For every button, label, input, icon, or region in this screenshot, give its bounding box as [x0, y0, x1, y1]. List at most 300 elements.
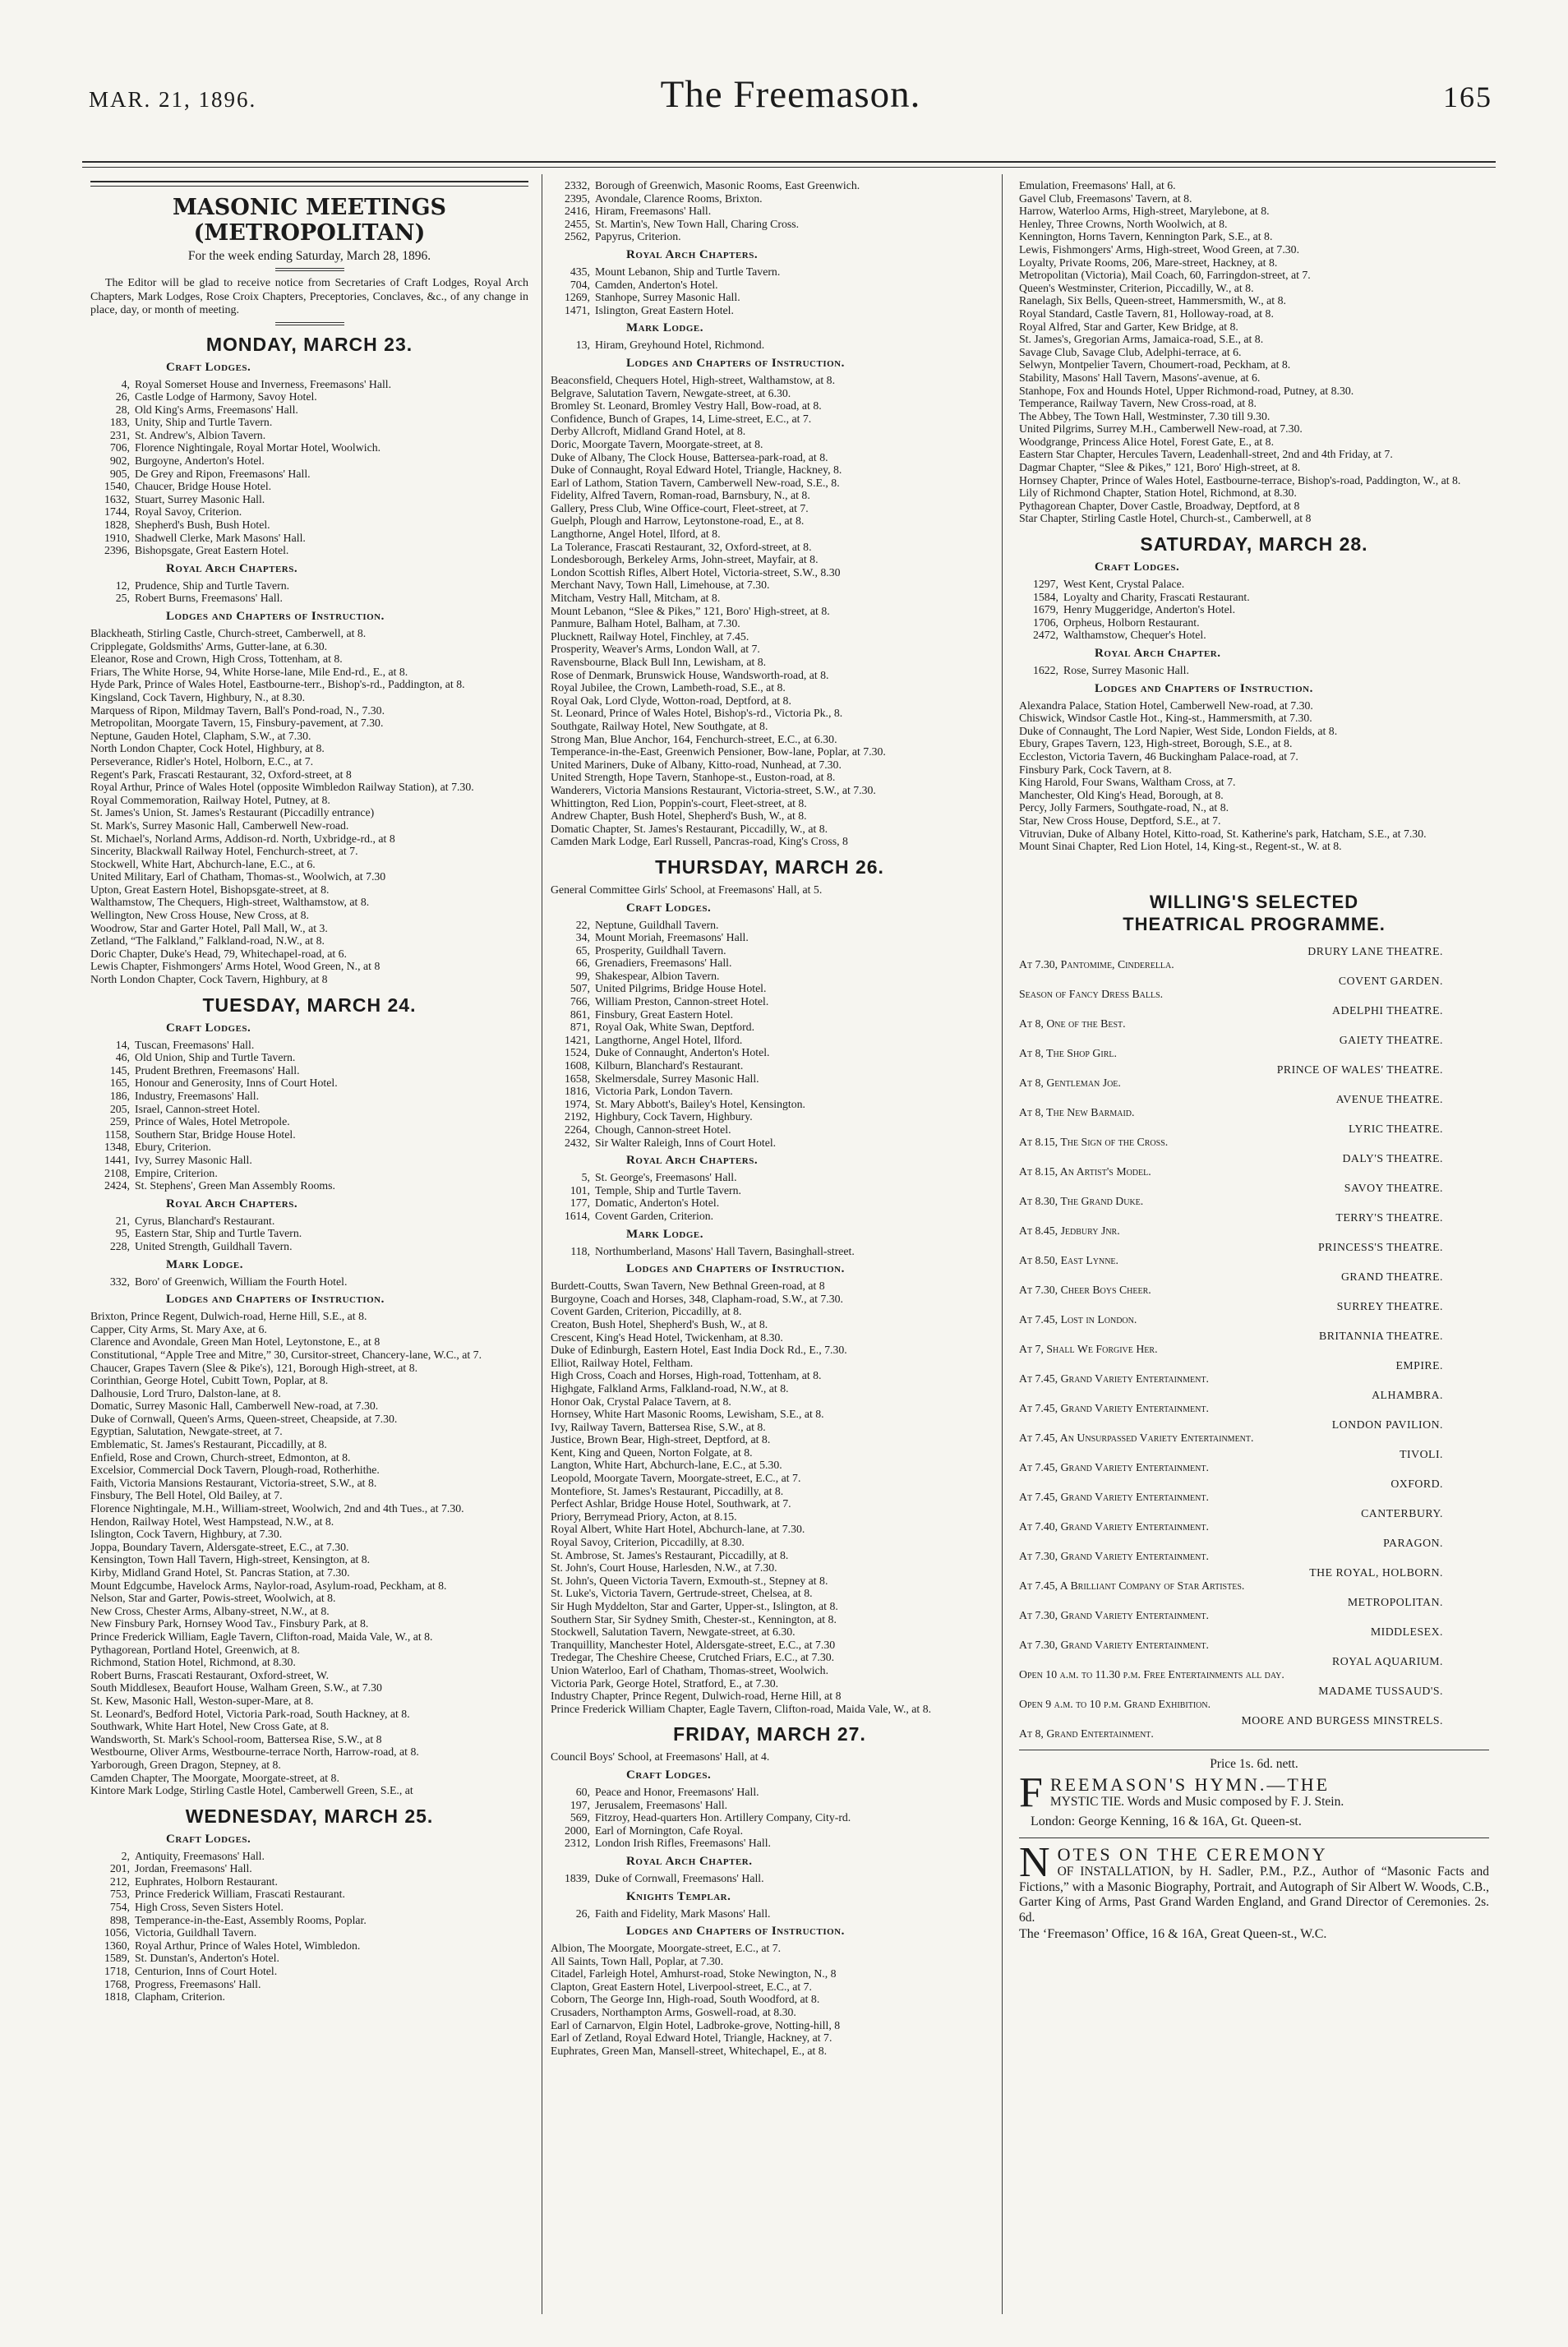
theatre-showtime: At 7.45, Grand Variety Entertainment. — [1019, 1402, 1209, 1415]
lodge-item — [90, 1240, 528, 1253]
lodge-text: St. Dunstan's, Anderton's Hotel. — [135, 1952, 279, 1965]
instruction-item: Fidelity, Alfred Tavern, Roman-road, Barnsbury, N., at 8. — [551, 489, 810, 502]
instruction-item: Montefiore, St. James's Restaurant, Piccadilly, at 8. — [551, 1484, 784, 1497]
column-1-listings — [90, 334, 528, 2003]
lodge-item — [551, 218, 989, 231]
instruction-item: Hyde Park, Prince of Wales Hotel, Eastbourne-terr., Bishop's-rd., Paddington, at 8. — [90, 678, 465, 691]
lodge-text: United Strength, Guildhall Tavern. — [135, 1239, 293, 1252]
lodge-item — [551, 304, 989, 317]
instruction-item: Metropolitan (Victoria), Mail Coach, 60, Farringdon-street, at 7. — [1019, 269, 1311, 282]
lodge-number: 435, — [570, 265, 590, 278]
lodge-item — [90, 416, 528, 429]
theatre-showtime: At 8.45, Jedbury Jnr. — [1019, 1224, 1120, 1238]
lodge-number: 197, — [570, 1798, 590, 1811]
instruction-item: All Saints, Town Hall, Poplar, at 7.30. — [551, 1954, 724, 1967]
lodge-item — [1019, 664, 1489, 677]
instruction-item: Plucknett, Railway Hotel, Finchley, at 7.45. — [551, 629, 749, 643]
theatre-entry — [1019, 1241, 1489, 1268]
advertisements — [1019, 1750, 1489, 1943]
instruction-item: Finsbury Park, Cock Tavern, at 8. — [1019, 763, 1172, 776]
instruction-item: Walthamstow, The Chequers, High-street, Walthamstow, at 8. — [90, 896, 370, 909]
lodge-number: 332, — [109, 1275, 130, 1288]
lodge-number: 1718, — [104, 1965, 130, 1978]
instruction-item: Sir Hugh Myddelton, Star and Garter, Upper-st., Islington, at 8. — [551, 1600, 838, 1612]
instruction-item: Queen's Westminster, Criterion, Piccadilly, W., at 8. — [1019, 281, 1254, 294]
lodge-number: 1910, — [104, 531, 130, 544]
lodge-text: Prince of Wales, Hotel Metropole. — [135, 1115, 290, 1128]
lodge-number: 1632, — [104, 492, 130, 505]
lodge-item — [551, 919, 989, 932]
theatre-name: CANTERBURY. — [1361, 1506, 1443, 1519]
lodge-item — [90, 468, 528, 481]
lodge-number: 165, — [109, 1077, 130, 1090]
instruction-item: Islington, Cock Tavern, Highbury, at 7.30. — [90, 1528, 283, 1541]
lodge-number: 5, — [581, 1171, 590, 1184]
instruction-item: St. Mark's, Surrey Masonic Hall, Camberwell New-road. — [90, 818, 349, 832]
theatre-showtime: At 7, Shall We Forgive Her. — [1019, 1343, 1158, 1356]
instruction-item: Earl of Zetland, Royal Edward Hotel, Triangle, Hackney, at 7. — [551, 2031, 832, 2045]
instruction-item: Langton, White Hart, Abchurch-lane, E.C., at 5.30. — [551, 1459, 782, 1472]
group-heading: Craft Lodges. — [626, 901, 712, 915]
theatre-showtime: Open 10 a.m. to 11.30 p.m. Free Entertainments all day. — [1019, 1668, 1284, 1681]
theatre-name: PRINCESS'S THEATRE. — [1317, 1240, 1443, 1253]
lodge-number: 704, — [570, 278, 590, 291]
theatre-showtime: At 7.30, Grand Variety Entertainment. — [1019, 1639, 1209, 1652]
instruction-item: Wellington, New Cross House, New Cross, at 8. — [90, 909, 309, 922]
lodge-number: 2108, — [104, 1166, 130, 1179]
lodge-text: Clapham, Criterion. — [135, 1990, 225, 2003]
theatre-showtime: At 7.30, Grand Variety Entertainment. — [1019, 1609, 1209, 1622]
lodge-item — [90, 390, 528, 403]
instruction-item: Royal Arthur, Prince of Wales Hotel (opposite Wimbledon Railway Station), at 7.30. — [90, 781, 474, 794]
lodge-text: Hiram, Greyhound Hotel, Richmond. — [595, 339, 765, 352]
lodge-text: Peace and Honor, Freemasons' Hall. — [595, 1785, 759, 1798]
instruction-item: Leopold, Moorgate Tavern, Moorgate-street, E.C., at 7. — [551, 1472, 801, 1485]
theatre-name: BRITANNIA THEATRE. — [1319, 1329, 1443, 1342]
theatre-name: METROPOLITAN. — [1347, 1595, 1443, 1608]
lodge-item — [551, 1098, 989, 1111]
group-heading: Royal Arch Chapters. — [166, 561, 298, 575]
hymn-ad-price: Price 1s. 6d. nett. — [1210, 1756, 1298, 1771]
instruction-item: Henley, Three Crowns, North Woolwich, at 8. — [1019, 217, 1228, 230]
instruction-item: Yarborough, Green Dragon, Stepney, at 8. — [90, 1758, 281, 1771]
masthead-subtitle: For the week ending Saturday, March 28, 1896. — [187, 249, 431, 263]
lodge-item — [551, 230, 989, 243]
theatre-entry — [1019, 1152, 1489, 1179]
instruction-item: Earl of Lathom, Station Tavern, Camberwell New-road, S.E., 8. — [551, 476, 840, 489]
lodge-number: 60, — [575, 1785, 590, 1798]
lodge-item — [90, 1939, 528, 1953]
lodge-text: Prudent Brethren, Freemasons' Hall. — [135, 1063, 300, 1077]
lodge-number: 1614, — [564, 1209, 590, 1222]
lodge-text: Prudence, Ship and Turtle Tavern. — [135, 579, 290, 592]
lodge-text: Boro' of Greenwich, William the Fourth Hotel. — [135, 1275, 348, 1288]
group-heading: Craft Lodges. — [166, 360, 251, 374]
lodge-number: 66, — [575, 957, 590, 970]
lodge-number: 1297, — [1032, 578, 1058, 591]
instruction-item: Tranquillity, Manchester Hotel, Aldersgate-street, E.C., at 7.30 — [551, 1638, 836, 1651]
lodge-number: 2416, — [564, 205, 590, 218]
notes-ad-body: OF INSTALLATION, by H. Sadler, P.M., P.Z., Author of “Masonic Facts and Fictions,” with a Masonic Biography, Portrait, and Autograph of Sir Albert W. Woods, C.B., Garter King of Arms, Past Grand Warden England, and Grand Director of Ceremonies. 2s. 6d. — [1019, 1865, 1489, 1925]
instruction-item: St. Leonard, Prince of Wales Hotel, Bishop's-rd., Victoria Pk., 8. — [551, 707, 843, 720]
lodge-text: Langthorne, Angel Hotel, Ilford. — [595, 1033, 743, 1046]
instruction-item: New Finsbury Park, Hornsey Wood Tav., Finsbury Park, at 8. — [90, 1617, 369, 1630]
lodge-text: Stanhope, Surrey Masonic Hall. — [595, 291, 740, 304]
lodge-number: 2395, — [564, 191, 590, 205]
theatrical-title-line-1: WILLING'S SELECTED — [1149, 891, 1359, 912]
instruction-item: Southwark, White Hart Hotel, New Cross Gate, at 8. — [90, 1720, 330, 1733]
instruction-item: The Abbey, The Town Hall, Westminster, 7.30 till 9.30. — [1019, 409, 1271, 422]
instruction-item: Sincerity, Blackwall Railway Hotel, Fenchurch-street, at 7. — [90, 845, 358, 858]
lodge-text: West Kent, Crystal Palace. — [1063, 578, 1185, 591]
lodge-text: Kilburn, Blanchard's Restaurant. — [595, 1059, 744, 1072]
lodge-item — [551, 205, 989, 218]
group-heading: Mark Lodge. — [626, 321, 703, 335]
lodge-number: 2472, — [1032, 629, 1058, 642]
theatre-name: DALY'S THEATRE. — [1342, 1151, 1443, 1164]
lodge-number: 145, — [109, 1063, 130, 1077]
lodge-item — [90, 1978, 528, 1991]
notes-heading-text: OTES ON THE CEREMONY — [1057, 1844, 1328, 1865]
lodge-item — [90, 592, 528, 605]
lodge-text: Ivy, Surrey Masonic Hall. — [135, 1153, 252, 1166]
column-1 — [82, 174, 542, 2314]
lodge-number: 1441, — [104, 1153, 130, 1166]
instruction-item: Wanderers, Victoria Mansions Restaurant, Victoria-street, S.W., at 7.30. — [551, 783, 876, 796]
notes-dropcap: N — [1019, 1839, 1053, 1887]
instruction-item: Metropolitan, Moorgate Tavern, 15, Finsbury-pavement, at 7.30. — [90, 717, 384, 730]
instruction-item: Selwyn, Montpelier Tavern, Choumert-road, Peckham, at 8. — [1019, 358, 1291, 371]
lodge-number: 898, — [109, 1913, 130, 1926]
theatre-showtime: At 8.15, An Artist's Model. — [1019, 1165, 1151, 1178]
theatre-showtime: At 8, One of the Best. — [1019, 1017, 1126, 1031]
lodge-text: Finsbury, Great Eastern Hotel. — [595, 1008, 734, 1021]
instruction-item: Excelsior, Commercial Dock Tavern, Plough-road, Rotherhithe. — [90, 1464, 380, 1477]
paper-title: The Freemason. — [660, 73, 921, 116]
instruction-item: Nelson, Star and Garter, Powis-street, Woolwich, at 8. — [90, 1592, 336, 1605]
page-columns — [82, 174, 1502, 2314]
lodge-item — [551, 1008, 989, 1021]
lodge-text: Papyrus, Criterion. — [595, 230, 681, 243]
lodge-text: Robert Burns, Freemasons' Hall. — [135, 592, 283, 605]
lodge-text: Royal Arthur, Prince of Wales Hotel, Wimbledon. — [135, 1939, 361, 1952]
theatre-name: OXFORD. — [1390, 1477, 1443, 1490]
lodge-item — [90, 532, 528, 545]
instruction-item: Ebury, Grapes Tavern, 123, High-street, Borough, S.E., at 8. — [1019, 737, 1293, 750]
theatre-name: MOORE AND BURGESS MINSTRELS. — [1241, 1713, 1443, 1727]
instruction-item: Creaton, Bush Hotel, Shepherd's Bush, W., at 8. — [551, 1317, 768, 1330]
lodge-number: 861, — [570, 1008, 590, 1021]
lodge-item — [90, 1990, 528, 2003]
day-heading: WEDNESDAY, MARCH 25. — [185, 1805, 434, 1827]
lodge-item — [551, 1799, 989, 1812]
instruction-item: Stockwell, Salutation Tavern, Newgate-street, at 6.30. — [551, 1625, 796, 1639]
instruction-item: Covent Garden, Criterion, Piccadilly, at 8. — [551, 1305, 742, 1318]
instruction-item: Elliot, Railway Hotel, Feltham. — [551, 1356, 694, 1369]
instruction-item: Royal Savoy, Criterion, Piccadilly, at 8.30. — [551, 1536, 745, 1549]
lodge-text: Temple, Ship and Turtle Tavern. — [595, 1183, 741, 1197]
lodge-text: United Pilgrims, Bridge House Hotel. — [595, 982, 767, 995]
theatre-entry — [1019, 1389, 1489, 1416]
theatre-name: ADELPHI THEATRE. — [1332, 1003, 1443, 1017]
page-header — [89, 72, 1492, 117]
instruction-item: Duke of Edinburgh, Eastern Hotel, East India Dock Rd., E., 7.30. — [551, 1344, 847, 1357]
notes-ad-heading — [1019, 1839, 1489, 1887]
lodge-number: 1421, — [564, 1033, 590, 1046]
instruction-item: Citadel, Farleigh Hotel, Amhurst-road, Stoke Newington, N., 8 — [551, 1967, 837, 1980]
group-heading: Lodges and Chapters of Instruction. — [166, 610, 385, 623]
lodge-item — [90, 1090, 528, 1103]
lodge-number: 21, — [115, 1214, 130, 1227]
instruction-item: Zetland, “The Falkland,” Falkland-road, N.W., at 8. — [90, 934, 325, 948]
theatre-showtime: At 7.45, Lost in London. — [1019, 1313, 1137, 1326]
lodge-number: 2192, — [564, 1110, 590, 1123]
instruction-item: Loyalty, Private Rooms, 206, Mare-street, Hackney, at 8. — [1019, 256, 1278, 269]
theatrical-title-line-2: THEATRICAL PROGRAMME. — [1123, 913, 1386, 934]
lodge-text: Unity, Ship and Turtle Tavern. — [135, 416, 273, 429]
lodge-number: 1158, — [104, 1127, 130, 1141]
lodge-item — [551, 1786, 989, 1799]
meeting-note: Council Boys' School, at Freemasons' Hall, at 4. — [551, 1750, 770, 1764]
lodge-item — [90, 1965, 528, 1978]
lodge-item — [90, 1952, 528, 1965]
lodge-text: Orpheus, Holborn Restaurant. — [1063, 616, 1200, 629]
instruction-item: London Scottish Rifles, Albert Hotel, Victoria-street, S.W., 8.30 — [551, 565, 841, 579]
theatre-entry — [1019, 1685, 1489, 1712]
instruction-item: Cripplegate, Goldsmiths' Arms, Gutter-lane, at 6.30. — [90, 639, 328, 652]
lodge-text: Walthamstow, Chequer's Hotel. — [1063, 629, 1206, 642]
group-heading: Royal Arch Chapters. — [626, 1154, 759, 1168]
group-heading: Royal Arch Chapter. — [1095, 647, 1221, 660]
lodge-number: 753, — [109, 1888, 130, 1901]
lodge-text: Grenadiers, Freemasons' Hall. — [595, 957, 732, 970]
lodge-item — [551, 1907, 989, 1920]
lodge-number: 1348, — [104, 1141, 130, 1154]
theatre-showtime: At 7.45, Grand Variety Entertainment. — [1019, 1491, 1209, 1504]
ad-divider — [1019, 1837, 1489, 1838]
instruction-item: Royal Standard, Castle Tavern, 81, Holloway-road, at 8. — [1019, 307, 1274, 320]
lodge-text: St. Martin's, New Town Hall, Charing Cross. — [595, 217, 800, 230]
lodge-text: Northumberland, Masons' Hall Tavern, Basinghall-street. — [595, 1244, 855, 1257]
lodge-text: Fitzroy, Head-quarters Hon. Artillery Company, City-rd. — [595, 1811, 851, 1824]
theatre-name: ROYAL AQUARIUM. — [1332, 1654, 1443, 1667]
lodge-item — [551, 1245, 989, 1258]
lodge-item — [551, 1046, 989, 1059]
instruction-item: Ranelagh, Six Bells, Queen-street, Hammersmith, W., at 8. — [1019, 294, 1286, 307]
day-heading: TUESDAY, MARCH 24. — [202, 994, 417, 1016]
lodge-number: 259, — [109, 1115, 130, 1128]
instruction-item: High Cross, Coach and Horses, High-road, Tottenham, at 8. — [551, 1369, 822, 1382]
instruction-item: Friars, The White Horse, 94, White Horse-lane, Mile End-rd., E., at 8. — [90, 665, 408, 678]
theatre-name: THE ROYAL, HOLBORN. — [1309, 1565, 1443, 1579]
group-heading: Lodges and Chapters of Instruction. — [626, 1925, 845, 1939]
theatre-showtime: At 7.40, Grand Variety Entertainment. — [1019, 1520, 1209, 1533]
instruction-item: Harrow, Waterloo Arms, High-street, Marylebone, at 8. — [1019, 205, 1270, 218]
group-heading: Mark Lodge. — [166, 1257, 243, 1271]
instruction-item: Dagmar Chapter, “Slee & Pikes,” 121, Boro' High-street, at 8. — [1019, 461, 1301, 474]
lodge-item — [551, 192, 989, 205]
lodge-text: Royal Oak, White Swan, Deptford. — [595, 1021, 755, 1034]
lodge-item — [90, 1167, 528, 1180]
divider — [275, 322, 344, 325]
lodge-text: St. Andrew's, Albion Tavern. — [135, 428, 266, 441]
theatre-showtime: At 8, Grand Entertainment. — [1019, 1727, 1154, 1741]
instruction-item: Union Waterloo, Earl of Chatham, Thomas-street, Woolwich. — [551, 1663, 829, 1676]
theatrical-programme-section — [1019, 891, 1489, 1741]
lodge-text: Empire, Criterion. — [135, 1166, 218, 1179]
lodge-item — [551, 1059, 989, 1072]
lodge-item — [551, 1072, 989, 1086]
lodge-text: Cyrus, Blanchard's Restaurant. — [135, 1214, 275, 1227]
lodge-item — [90, 441, 528, 454]
lodge-text: Shakespear, Albion Tavern. — [595, 969, 720, 982]
instruction-item: Ivy, Railway Tavern, Battersea Rise, S.W., at 8. — [551, 1420, 766, 1433]
theatre-showtime: At 7.30, Pantomime, Cinderella. — [1019, 958, 1174, 971]
lodge-item — [90, 429, 528, 442]
instruction-item: Prosperity, Weaver's Arms, London Wall, at 7. — [551, 643, 760, 656]
lodge-item — [90, 579, 528, 593]
lodge-item — [90, 1103, 528, 1116]
lodge-number: 118, — [570, 1244, 590, 1257]
lodge-item — [90, 1850, 528, 1863]
theatre-showtime: At 7.45, Grand Variety Entertainment. — [1019, 1372, 1209, 1386]
instruction-item: Capper, City Arms, St. Mary Axe, at 6. — [90, 1322, 267, 1335]
theatre-name: MIDDLESEX. — [1370, 1625, 1443, 1638]
lodge-number: 905, — [109, 467, 130, 480]
instruction-item: Clapton, Great Eastern Hotel, Liverpool-street, E.C., at 7. — [551, 1980, 813, 1993]
lodge-number: 186, — [109, 1090, 130, 1102]
lodge-text: Victoria Park, London Tavern. — [595, 1085, 733, 1098]
lodge-text: Sir Walter Raleigh, Inns of Court Hotel. — [595, 1136, 777, 1149]
instruction-item: Industry Chapter, Prince Regent, Dulwich-road, Herne Hill, at 8 — [551, 1690, 842, 1703]
instruction-item: Prince Frederick William Chapter, Eagle Tavern, Clifton-road, Maida Vale, W., at 8. — [551, 1702, 932, 1715]
theatre-entry — [1019, 945, 1489, 972]
instruction-item: Burdett-Coutts, Swan Tavern, New Bethnal Green-road, at 8 — [551, 1280, 825, 1293]
lodge-item — [90, 505, 528, 519]
theatre-entry — [1019, 1537, 1489, 1564]
lodge-text: Progress, Freemasons' Hall. — [135, 1977, 261, 1990]
lodge-text: Avondale, Clarence Rooms, Brixton. — [595, 191, 763, 205]
instruction-item: Royal Oak, Lord Clyde, Wotton-road, Deptford, at 8. — [551, 694, 791, 707]
lodge-item — [1019, 591, 1489, 604]
instruction-item: Constitutional, “Apple Tree and Mitre,” 30, Cursitor-street, Chancery-lane, W.C., at 7. — [90, 1348, 482, 1361]
lodge-item — [551, 1197, 989, 1210]
lodge-item — [551, 1137, 989, 1150]
lodge-item — [551, 1171, 989, 1184]
instruction-item: Eastern Star Chapter, Hercules Tavern, Leadenhall-street, 2nd and 4th Friday, at 7. — [1019, 448, 1393, 461]
lodge-text: Tuscan, Freemasons' Hall. — [135, 1038, 255, 1051]
instruction-item: Emblematic, St. James's Restaurant, Piccadilly, at 8. — [90, 1438, 327, 1451]
lodge-text: Hiram, Freemasons' Hall. — [595, 205, 712, 218]
instruction-item: Camden Mark Lodge, Earl Russell, Pancras-road, King's Cross, 8 — [551, 835, 848, 848]
instruction-item: Florence Nightingale, M.H., William-street, Woolwich, 2nd and 4th Tues., at 7.30. — [90, 1502, 464, 1515]
instruction-item: Bromley St. Leonard, Bromley Vestry Hall, Bow-road, at 8. — [551, 399, 822, 413]
lodge-number: 65, — [575, 943, 590, 957]
theatre-entry — [1019, 1478, 1489, 1505]
instruction-item: Duke of Cornwall, Queen's Arms, Queen-street, Cheapside, at 7.30. — [90, 1412, 398, 1425]
lodge-text: Victoria, Guildhall Tavern. — [135, 1926, 257, 1939]
instruction-item: Justice, Brown Bear, High-street, Deptford, at 8. — [551, 1433, 771, 1446]
lodge-text: London Irish Rifles, Freemasons' Hall. — [595, 1837, 772, 1850]
instruction-item: Westbourne, Oliver Arms, Westbourne-terrace North, Harrow-road, at 8. — [90, 1745, 419, 1759]
hymn-ad-publisher: London: George Kenning, 16 & 16A, Gt. Queen-st. — [1031, 1814, 1302, 1829]
instruction-item: Perseverance, Ridler's Hotel, Holborn, E.C., at 7. — [90, 754, 314, 768]
theatre-showtime: At 7.30, Cheer Boys Cheer. — [1019, 1284, 1151, 1297]
lodge-item — [90, 544, 528, 557]
lodge-text: William Preston, Cannon-street Hotel. — [595, 995, 769, 1008]
theatre-entry — [1019, 1063, 1489, 1091]
lodge-text: Euphrates, Holborn Restaurant. — [135, 1874, 278, 1888]
lodge-text: Chough, Cannon-street Hotel. — [595, 1123, 731, 1136]
lodge-item — [551, 1811, 989, 1824]
lodge-item — [551, 265, 989, 279]
instruction-item: Star, New Cross House, Deptford, S.E., at 7. — [1019, 814, 1221, 827]
theatre-showtime: Season of Fancy Dress Balls. — [1019, 988, 1164, 1001]
hymn-heading-text: REEMASON'S HYMN.—THE — [1049, 1773, 1330, 1795]
lodge-text: Shepherd's Bush, Bush Hotel. — [135, 519, 270, 532]
lodge-item — [1019, 578, 1489, 591]
instruction-item: Kirby, Midland Grand Hotel, St. Pancras Station, at 7.30. — [90, 1566, 350, 1579]
instruction-item: Manchester, Old King's Head, Borough, at 8. — [1019, 788, 1224, 801]
column-2-listings — [551, 179, 989, 2057]
theatre-entry — [1019, 1507, 1489, 1534]
lodge-text: Honour and Generosity, Inns of Court Hotel. — [135, 1077, 338, 1090]
lodge-number: 228, — [109, 1239, 130, 1252]
lodge-number: 1589, — [104, 1952, 130, 1965]
instruction-item: Lily of Richmond Chapter, Station Hotel, Richmond, at 8.30. — [1019, 486, 1297, 500]
lodge-item — [551, 1085, 989, 1098]
lodge-number: 2264, — [564, 1123, 590, 1136]
lodge-number: 1828, — [104, 519, 130, 532]
instruction-item: St. Kew, Masonic Hall, Weston-super-Mare, at 8. — [90, 1694, 314, 1707]
lodge-item — [90, 493, 528, 506]
lodge-number: 2332, — [564, 179, 590, 191]
lodge-number: 1608, — [564, 1059, 590, 1072]
lodge-item — [90, 1039, 528, 1052]
instruction-item: Faith, Victoria Mansions Restaurant, Victoria-street, S.W., at 8. — [90, 1476, 377, 1489]
theatre-entry — [1019, 1566, 1489, 1593]
lodge-item — [90, 403, 528, 417]
lodge-item — [1019, 616, 1489, 629]
instruction-item: Marquess of Ripon, Mildmay Tavern, Ball's Pond-road, N., 7.30. — [90, 703, 385, 717]
instruction-item: St. Luke's, Victoria Tavern, Gertrude-street, Chelsea, at 8. — [551, 1587, 813, 1600]
lodge-text: Rose, Surrey Masonic Hall. — [1063, 664, 1189, 676]
lodge-number: 1524, — [564, 1046, 590, 1059]
lodge-number: 1974, — [564, 1097, 590, 1110]
lodge-text: Royal Somerset House and Inverness, Freemasons' Hall. — [135, 377, 392, 390]
lodge-text: Old Union, Ship and Turtle Tavern. — [135, 1051, 296, 1064]
instruction-item: Beaconsfield, Chequers Hotel, High-street, Walthamstow, at 8. — [551, 373, 836, 386]
instruction-item: Confidence, Bunch of Grapes, 14, Lime-street, E.C., at 7. — [551, 412, 812, 425]
lodge-number: 28, — [115, 403, 130, 416]
lodge-text: Ebury, Criterion. — [135, 1141, 211, 1154]
theatre-name: PARAGON. — [1383, 1536, 1443, 1549]
lodge-text: Eastern Star, Ship and Turtle Tavern. — [135, 1227, 302, 1240]
instruction-item: Chiswick, Windsor Castle Hot., King-st., Hammersmith, at 7.30. — [1019, 712, 1312, 725]
group-heading: Royal Arch Chapters. — [166, 1197, 298, 1210]
lodge-text: Stuart, Surrey Masonic Hall. — [135, 492, 265, 505]
instruction-item: Regent's Park, Frascati Restaurant, 32, Oxford-street, at 8 — [90, 768, 352, 781]
instruction-item: Pythagorean, Portland Hotel, Greenwich, at 8. — [90, 1643, 300, 1656]
lodge-text: Centurion, Inns of Court Hotel. — [135, 1965, 278, 1978]
lodge-item — [551, 957, 989, 970]
lodge-item — [90, 1901, 528, 1914]
lodge-item — [90, 1914, 528, 1927]
lodge-number: 2000, — [564, 1824, 590, 1837]
theatre-name: ALHAMBRA. — [1372, 1388, 1443, 1401]
lodge-item — [90, 1875, 528, 1888]
lodge-item — [551, 1872, 989, 1885]
